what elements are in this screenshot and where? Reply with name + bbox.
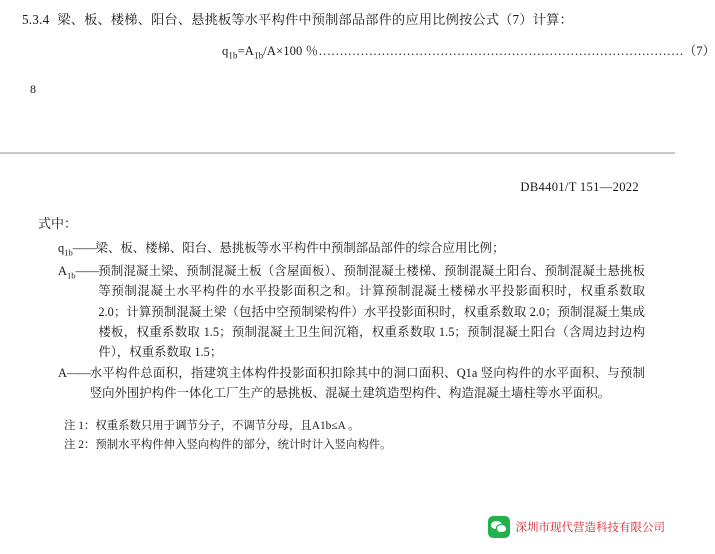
definition-symbol: $q_{1b}$: [58, 241, 73, 258]
page-fragment-bottom: [0, 162, 675, 554]
definition-item: [24, 238, 645, 260]
note-label: 注 1：: [64, 420, 96, 433]
definition-body: 水平构件总面积，指建筑主体构件投影面积扣除其中的洞口面积、Q1a 竖向构件的水平面积、与预制竖向外围护构件一体化工厂生产的悬挑板、混凝土建筑造型构件、构造混凝土墙柱等水平面积。: [89, 365, 645, 400]
formula-rhs: =A: [237, 43, 255, 58]
definition-dash: ——: [72, 241, 96, 255]
wechat-watermark: [488, 516, 666, 538]
definition-dash: ——: [66, 365, 90, 380]
formula-7: [22, 40, 715, 61]
formula-number: （7）: [683, 43, 715, 58]
clause-number: 5.3.4: [22, 12, 50, 27]
clause-text: 梁、板、楼梯、阳台、悬挑板等水平构件中预制部品部件的应用比例按公式（7）计算：: [57, 12, 573, 27]
formula-tail: /A×100 ％: [263, 43, 319, 58]
formula-leader-dots: ……………………………………………………………………………: [318, 43, 684, 58]
note-label: 注 2：: [64, 439, 96, 452]
definition-symbol: $A_{1b}$: [58, 264, 76, 281]
note-text: 预制水平构件伸入竖向构件的部分，统计时计入竖向构件。: [95, 439, 392, 452]
definition-body: 梁、板、楼梯、阳台、悬挑板等水平构件中预制部品部件的综合应用比例；: [95, 241, 505, 255]
definition-symbol: A: [58, 365, 67, 380]
page-separator-space: [0, 154, 675, 162]
notes-block: [24, 417, 645, 456]
definition-body: 预制混凝土梁、预制混凝土板（含屋面板）、预制混凝土楼梯、预制混凝土阳台、预制混凝土悬挑板等预制混凝土水平构件的水平投影面积之和。计算预制混凝土楼梯水平投影面积时，权重系数取 2.0；计算预制混凝土梁（包括中空预制梁构件）水平投影面积时，权重系数取 2.0；预制混凝土集成楼板，权重系数取 1.5；预制混凝土卫生间沉箱，权重系数取 1.5；预制混凝土阳台（含周边封边构件），权重系数取 1.5；: [98, 264, 645, 359]
wechat-icon: [488, 516, 510, 538]
where-label: 式中：: [38, 216, 78, 231]
standard-id: DB4401/T 151—2022: [520, 180, 639, 194]
definition-item: [24, 261, 645, 361]
page-number: 8: [30, 82, 36, 97]
note-row: [64, 436, 645, 455]
wechat-account-name: 深圳市现代营造科技有限公司: [515, 522, 665, 534]
note-text: 权重系数只用于调节分子，不调节分母，且A1b≤A 。: [95, 420, 360, 433]
formula-lhs-subscript: 1b: [228, 50, 238, 61]
formula-rhs-subscript: 1b: [254, 50, 264, 61]
definition-item: [24, 363, 645, 403]
page-fragment-top: [0, 0, 715, 152]
clause-5-3-4: [22, 10, 647, 30]
definition-list: [24, 238, 645, 403]
definition-dash: ——: [75, 264, 99, 279]
note-row: [64, 417, 645, 436]
formula-lhs: q: [222, 43, 229, 58]
